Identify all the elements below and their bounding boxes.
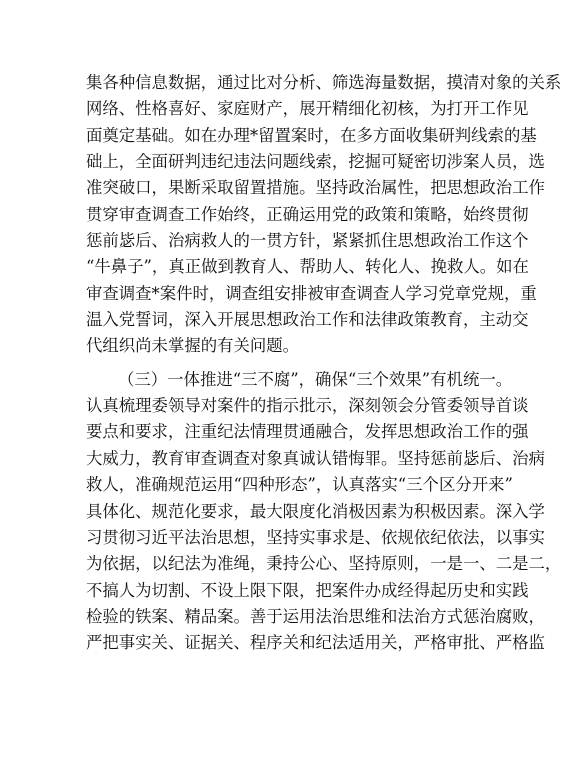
text-line: 集各种信息数据，通过比对分析、筛选海量数据，摸清对象的关系 <box>86 73 562 92</box>
paragraph-gap <box>86 360 506 367</box>
text-line: 代组织尚未掌握的有关问题。 <box>86 336 300 356</box>
text-line: 温入党誓词，深入开展思想政治工作和法律政策教育，主动交 <box>86 310 529 330</box>
text-line: 具体化、规范化要求，最大限度化消极因素为积极因素。深入学 <box>86 501 545 521</box>
text-line: 检验的铁案、精品案。善于运用法治思维和法治方式惩治腐败， <box>86 606 545 626</box>
section-heading-line: （三）一体推进“三不腐”，确保“三个效果”有机统一。 <box>118 369 513 389</box>
text-line: 救人，准确规范运用“四种形态”，认真落实“三个区分开来” <box>86 475 513 495</box>
text-line: 础上，全面研判违纪违法问题线索，挖掘可疑密切涉案人员，选 <box>86 152 545 172</box>
text-line: 要点和要求，注重纪法情理贯通融合，发挥思想政治工作的强 <box>86 422 529 442</box>
text-line: 认真梳理委领导对案件的指示批示，深刻领会分管委领导首谈 <box>86 396 529 416</box>
text-line: 面奠定基础。如在办理*留置案时，在多方面收集研判线索的基 <box>86 125 537 145</box>
text-line: 网络、性格喜好、家庭财产，展开精细化初核，为打开工作见 <box>86 99 529 119</box>
paragraph-2 <box>86 367 562 657</box>
text-line: 为依据，以纪法为准绳，秉持公心、坚持原则，一是一、二是二， <box>86 554 562 574</box>
text-line: 贯穿审查调查工作始终，正确运用党的政策和策略，始终贯彻 <box>86 204 529 224</box>
paragraph-1 <box>86 70 562 360</box>
text-line: 习贯彻习近平法治思想，坚持实事求是、依规依纪依法，以事实 <box>86 527 545 547</box>
text-line: 严把事实关、证据关、程序关和纪法适用关，严格审批、严格监 <box>86 633 545 653</box>
text-line: 不搞人为切割、不设上限下限，把案件办成经得起历史和实践 <box>86 580 529 600</box>
text-line: “牛鼻子”，真正做到教育人、帮助人、转化人、挽救人。如在 <box>86 257 529 277</box>
document-body <box>86 70 562 657</box>
text-line: 大威力，教育审查调查对象真诚认错悔罪。坚持惩前毖后、治病 <box>86 448 545 468</box>
text-line: 惩前毖后、治病救人的一贯方针，紧紧抓住思想政治工作这个 <box>86 231 529 251</box>
text-line: 准突破口，果断采取留置措施。坚持政治属性，把思想政治工作 <box>86 178 545 198</box>
text-line: 审查调查*案件时，调查组安排被审查调查人学习党章党规，重 <box>86 283 537 303</box>
